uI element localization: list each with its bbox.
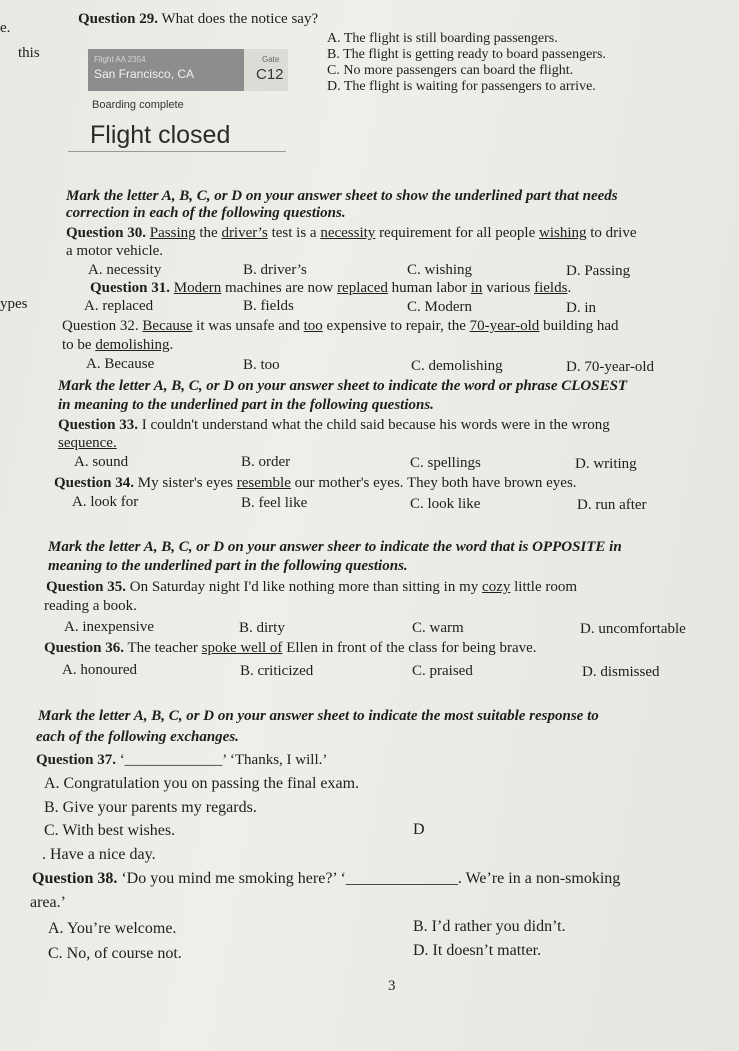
question-35-option-c: C. warm	[412, 620, 464, 636]
margin-fragment-e: e.	[0, 20, 11, 36]
question-33-stem	[58, 417, 610, 434]
question-30-stem-line-2: a motor vehicle.	[66, 243, 164, 259]
question-30-text-3: requirement for all people	[375, 225, 539, 241]
question-29-option-d: D. The flight is waiting for passengers to arrive.	[327, 79, 596, 94]
question-35-label: Question 35.	[46, 579, 127, 595]
question-30-text-1: the	[195, 225, 222, 241]
question-32-text-2: expensive to repair, the	[322, 318, 470, 334]
question-35-option-b: B. dirty	[239, 620, 285, 636]
question-38-text-1: ‘Do you mind me smoking here?’ ‘	[117, 870, 346, 887]
question-29-option-a: A. The flight is still boarding passengers.	[327, 31, 558, 46]
sign-flight-closed: Flight closed	[90, 121, 231, 149]
question-35-underlined: cozy	[482, 579, 511, 595]
question-31-underlined-c: in	[470, 280, 483, 296]
question-33-option-d: D. writing	[575, 456, 637, 472]
margin-fragment-this: this	[18, 45, 40, 61]
margin-fragment-ypes: ypes	[0, 296, 28, 312]
question-36-option-b: B. criticized	[240, 663, 314, 679]
question-32-text-4: to be	[62, 337, 96, 353]
question-30-text-2: test is a	[267, 225, 321, 241]
question-37-text-1: ‘	[116, 752, 125, 768]
question-30-underlined-c: necessity	[320, 225, 376, 241]
question-33-underlined: sequence.	[58, 435, 117, 451]
question-30-underlined-b: driver’s	[221, 225, 268, 241]
question-35-text-1: On Saturday night I'd like nothing more than sitting in my	[126, 579, 483, 595]
question-35-stem	[46, 579, 577, 596]
question-36-text-2: Ellen in front of the class for being brave.	[282, 640, 537, 656]
section-1-instruction-line-2: correction in each of the following questions.	[66, 205, 346, 221]
question-31-text-4: .	[567, 280, 572, 296]
section-3-instruction-line-1: Mark the letter A, B, C, or D on your answer sheer to indicate the word that is OPPOSITE in	[48, 539, 622, 555]
question-32-label: Question 32.	[62, 318, 139, 334]
question-37-option-a: A. Congratulation you on passing the final exam.	[44, 775, 360, 792]
question-37-label: Question 37.	[36, 752, 117, 768]
question-30-underlined-a: Passing	[149, 225, 196, 241]
question-31-option-c: C. Modern	[407, 299, 472, 315]
question-32-underlined-b: too	[303, 318, 323, 334]
question-38-stem	[32, 870, 620, 888]
question-31-underlined-b: replaced	[337, 280, 388, 296]
question-34-option-b: B. feel like	[241, 495, 308, 511]
question-38-option-a: A. You’re welcome.	[48, 920, 177, 937]
question-31-text-2: human labor	[387, 280, 471, 296]
question-32-underlined-c: 70-year-old	[469, 318, 540, 334]
question-37-option-b: B. Give your parents my regards.	[44, 799, 257, 816]
question-29-stem	[78, 11, 318, 28]
question-37-stem	[36, 752, 327, 769]
sign-divider	[68, 151, 286, 152]
question-32-text-1: it was unsafe and	[192, 318, 304, 334]
question-35-text-2: little room	[510, 579, 578, 595]
question-37-option-c: C. With best wishes.	[44, 822, 176, 839]
question-35-option-a: A. inexpensive	[64, 619, 154, 635]
question-36-option-d: D. dismissed	[582, 664, 660, 680]
question-33-option-a: A. sound	[74, 454, 129, 470]
sign-gate-label: Gate	[262, 55, 280, 64]
question-32-underlined-d: demolishing	[95, 337, 170, 353]
sign-status: Boarding complete	[92, 99, 184, 111]
question-32-option-b: B. too	[243, 357, 280, 373]
question-36-underlined: spoke well of	[201, 640, 283, 656]
question-38-blank: ______________	[345, 870, 458, 887]
question-36-label: Question 36.	[44, 640, 125, 656]
question-34-option-c: C. look like	[410, 496, 481, 512]
section-3-instruction-line-2: meaning to the underlined part in the following questions.	[48, 558, 408, 574]
sign-flight-number: Flight AA 2354	[94, 55, 146, 64]
page-number: 3	[388, 978, 396, 994]
question-38-option-c: C. No, of course not.	[48, 945, 182, 962]
question-33-option-c: C. spellings	[410, 455, 481, 471]
question-30-option-b: B. driver’s	[243, 262, 307, 278]
question-35-stem-line-2: reading a book.	[44, 598, 137, 614]
question-34-text-2: our mother's eyes. They both have brown eyes.	[290, 475, 577, 491]
question-30-label: Question 30.	[66, 225, 147, 241]
sign-city: San Francisco, CA	[94, 67, 195, 81]
question-32-option-c: C. demolishing	[411, 358, 503, 374]
flight-notice-sign	[88, 49, 288, 91]
question-30-option-a: A. necessity	[88, 262, 162, 278]
question-32-option-a: A. Because	[86, 356, 155, 372]
question-32-underlined-a: Because	[142, 318, 193, 334]
question-38-text-2: . We’re in a non-smoking	[457, 870, 621, 887]
question-29-option-c: C. No more passengers can board the flight.	[327, 63, 574, 78]
question-34-stem	[54, 475, 577, 492]
question-33-text: I couldn't understand what the child said because his words were in the wrong	[138, 417, 610, 433]
question-34-label: Question 34.	[54, 475, 135, 491]
section-4-instruction-line-1: Mark the letter A, B, C, or D on your answer sheet to indicate the most suitable response to	[38, 708, 599, 724]
question-37-option-d: . Have a nice day.	[42, 846, 156, 863]
question-31-text-3: various	[482, 280, 535, 296]
question-30-text-4: to drive	[586, 225, 637, 241]
question-37-text-2: ’ ‘Thanks, I will.’	[222, 752, 328, 768]
question-31-option-b: B. fields	[243, 298, 294, 314]
question-38-label: Question 38.	[32, 870, 118, 887]
section-2-instruction-line-2: in meaning to the underlined part in the following questions.	[58, 397, 434, 413]
question-37-blank: _____________	[124, 752, 223, 768]
question-31-option-d: D. in	[566, 300, 596, 316]
question-38-option-d: D. It doesn’t matter.	[413, 942, 542, 959]
sign-gate-number: C12	[256, 66, 284, 83]
question-32-option-d: D. 70-year-old	[566, 359, 655, 375]
question-32-stem-line-2	[62, 337, 173, 354]
question-29-label: Question 29.	[78, 11, 159, 27]
question-34-option-d: D. run after	[577, 497, 647, 513]
question-30-option-d: D. Passing	[566, 263, 631, 279]
question-37-stray-d: D	[413, 821, 425, 838]
question-31-underlined-a: Modern	[173, 280, 222, 296]
question-34-option-a: A. look for	[72, 494, 139, 510]
question-30-option-c: C. wishing	[407, 262, 473, 278]
question-29-text: What does the notice say?	[158, 11, 319, 27]
question-32-text-3: building had	[539, 318, 619, 334]
question-31-underlined-d: fields	[534, 280, 568, 296]
question-38-option-b: B. I’d rather you didn’t.	[413, 918, 566, 935]
question-34-underlined: resemble	[236, 475, 291, 491]
question-34-text-1: My sister's eyes	[134, 475, 237, 491]
question-33-option-b: B. order	[241, 454, 291, 470]
question-31-stem	[90, 280, 571, 297]
question-30-underlined-d: wishing	[539, 225, 587, 241]
question-36-stem	[44, 640, 537, 657]
question-36-text-1: The teacher	[124, 640, 202, 656]
question-31-label: Question 31.	[90, 280, 171, 296]
section-4-instruction-line-2: each of the following exchanges.	[36, 729, 239, 745]
question-32-text-5: .	[169, 337, 174, 353]
question-31-option-a: A. replaced	[84, 298, 154, 314]
section-2-instruction-line-1: Mark the letter A, B, C, or D on your answer sheet to indicate the word or phrase CLOSEST	[58, 378, 628, 394]
question-33-label: Question 33.	[58, 417, 139, 433]
question-38-stem-line-2: area.’	[30, 894, 66, 911]
question-36-option-c: C. praised	[412, 663, 473, 679]
question-29-option-b: B. The flight is getting ready to board passengers.	[327, 47, 606, 62]
question-32-stem	[62, 318, 618, 335]
question-36-option-a: A. honoured	[62, 662, 137, 678]
question-30-stem	[66, 225, 637, 242]
question-35-option-d: D. uncomfortable	[580, 621, 686, 637]
question-31-text-1: machines are now	[221, 280, 338, 296]
section-1-instruction-line-1: Mark the letter A, B, C, or D on your answer sheet to show the underlined part that needs	[66, 188, 618, 204]
